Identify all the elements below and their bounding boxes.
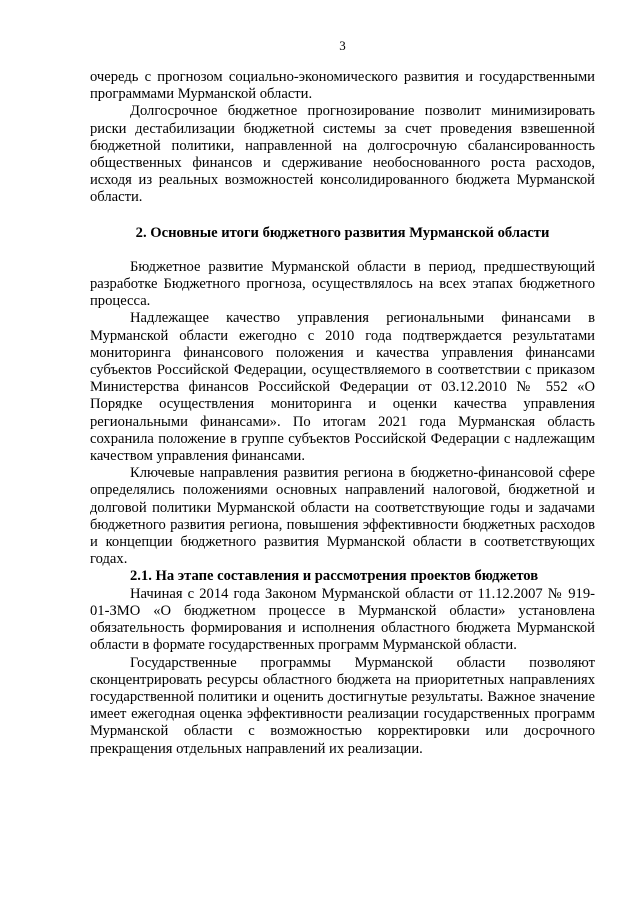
paragraph: Надлежащее качество управления региональными финансами в Мурманской области ежегодно с 2010 года подтверждается результатами мониторинга финансового положения и качества управления финансами субъектов Российской Федерации, осуществляемого в соответствии с приказом Министерства финансов Российской Федерации от 03.12.2010 № 552 «О Порядке осуществления мониторинга и оценки качества управления региональными финансами». По итогам 2021 года Мурманская область сохранила положение в группе субъектов Российской Федерации с надлежащим качеством управления финансами. [90,310,595,465]
section-heading-2: 2. Основные итоги бюджетного развития Мурманской области [135,224,550,241]
paragraph: Государственные программы Мурманской области позволяют сконцентрировать ресурсы областного бюджета на приоритетных направлениях государственной политики и оценить достигнутые результаты. Важное значение имеет ежегодная оценка эффективности реализации государственных программ Мурманской области с возможностью корректировки или досрочного прекращения отдельных направлений их реализации. [90,654,595,757]
document-body [90,69,595,758]
page-number: 3 [339,38,346,53]
section-heading-2-1: 2.1. На этапе составления и рассмотрения проектов бюджетов [130,568,539,585]
paragraph: Долгосрочное бюджетное прогнозирование позволит минимизировать риски дестабилизации бюджетной системы за счет проведения взвешенной бюджетной политики, направленной на долгосрочную сбалансированность общественных финансов и сдерживание необоснованного роста расходов, исходя из реальных возможностей консолидированного бюджета Мурманской области. [90,103,595,206]
paragraph: Бюджетное развитие Мурманской области в период, предшествующий разработке Бюджетного прогноза, осуществлялось на всех этапах бюджетного процесса. [90,258,595,310]
paragraph-continuation: очередь с прогнозом социально-экономического развития и государственными программами Мурманской области. [90,69,595,103]
paragraph: Ключевые направления развития региона в бюджетно-финансовой сфере определялись положениями основных направлений налоговой, бюджетной и долговой политики Мурманской области на соответствующие годы и задачами бюджетного развития региона, повышения эффективности бюджетных расходов и концепции бюджетного развития Мурманской области в соответствующих годах. [90,465,595,568]
paragraph: Начиная с 2014 года Законом Мурманской области от 11.12.2007 № 919-01-ЗМО «О бюджетном процессе в Мурманской области» установлена обязательность формирования и исполнения областного бюджета Мурманской области в формате государственных программ Мурманской области. [90,585,595,654]
